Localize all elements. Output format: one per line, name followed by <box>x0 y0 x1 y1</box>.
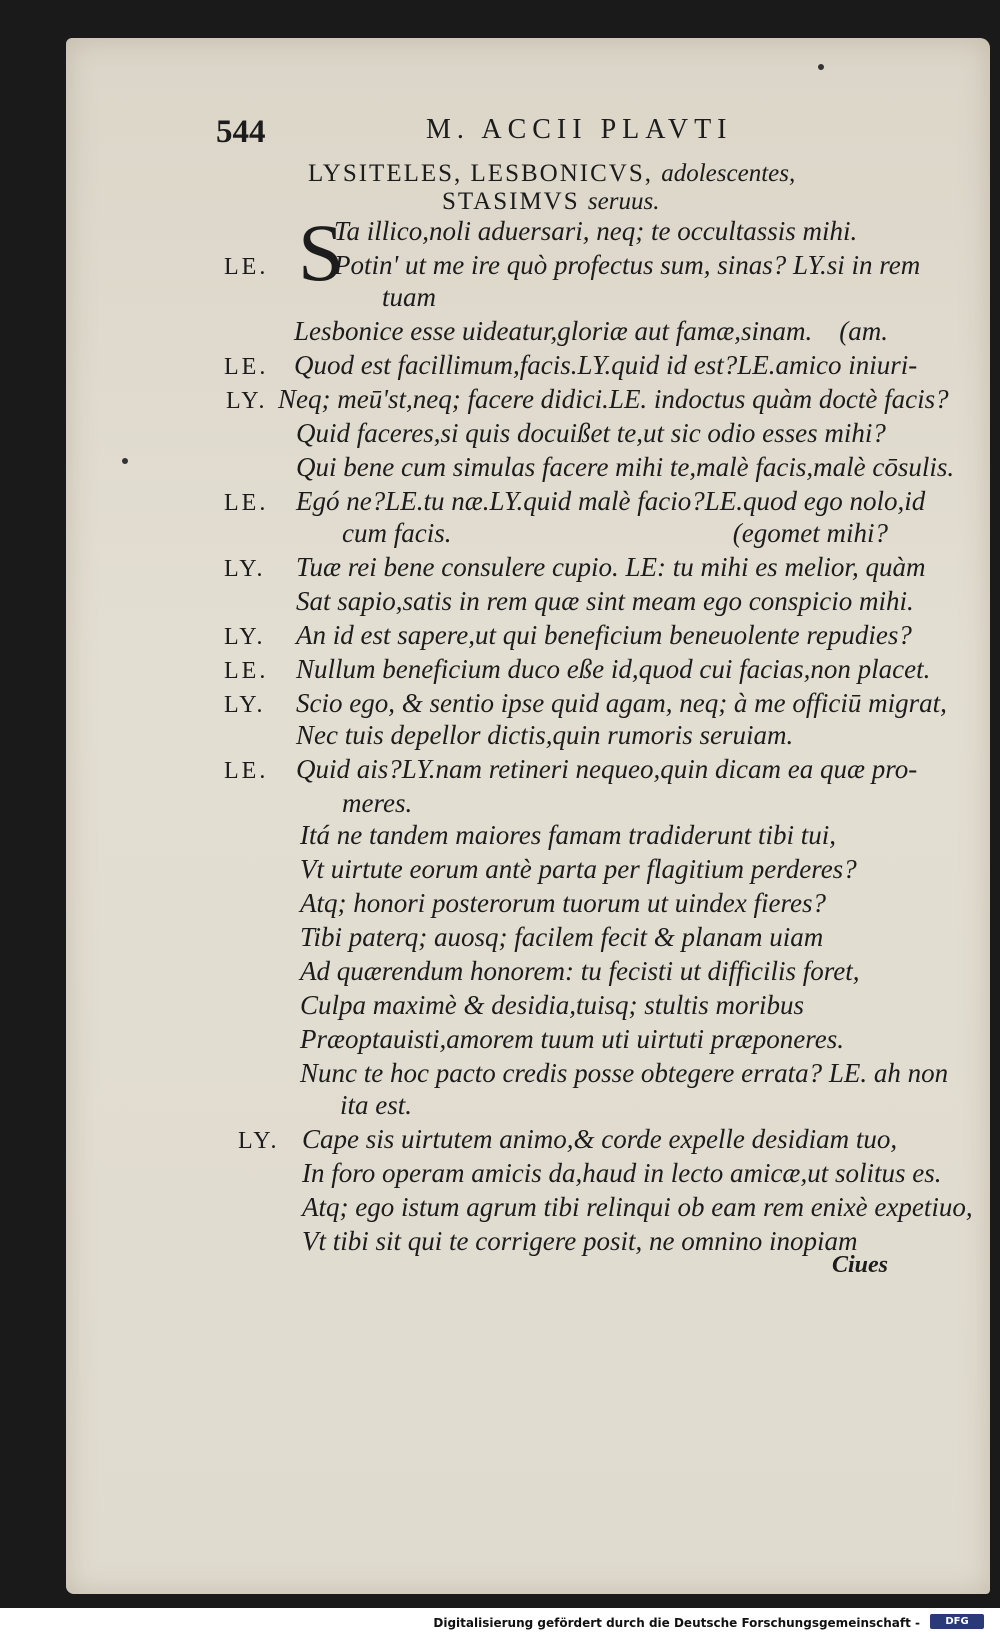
verse-line: Culpa maximè & desidia,tuisq; stultis moribus <box>300 990 805 1020</box>
page-number: 544 <box>216 114 266 150</box>
verse-line: Itá ne tandem maiores famam tradiderunt tibi tui, <box>300 820 836 850</box>
cast-names-text: LYSITELES, LESBONICVS, <box>308 160 653 187</box>
verse-line: Atq; ego istum agrum tibi relinqui ob eam rem enixè expetiuo, <box>302 1192 973 1222</box>
speaker-label: LE. <box>224 758 269 784</box>
running-title: M. ACCII PLAVTI <box>426 114 733 145</box>
speaker-label: LY. <box>224 692 266 718</box>
verse-line: Neq; meū'st,neq; facere didici.LE. indoctus quàm doctè facis? <box>278 384 949 414</box>
verse-line: Scio ego, & sentio ipse quid agam, neq; à me officiū migrat, <box>296 688 947 718</box>
verse-line: Tibi paterq; auosq; facilem fecit & planam uiam <box>300 922 824 952</box>
verse-line: Quod est facillimum,facis.LY.quid id est?LE.amico iniuri- <box>294 350 918 380</box>
speaker-label: LE. <box>224 254 269 280</box>
verse-line: An id est sapere,ut qui beneficium beneuolente repudies? <box>296 620 912 650</box>
cast-servant <box>442 188 659 216</box>
verse-line: Cape sis uirtutem animo,& corde expelle desidiam tuo, <box>302 1124 898 1154</box>
verse-line: Quid ais?LY.nam retineri nequeo,quin dicam ea quæ pro- <box>296 754 918 784</box>
speaker-label: LE. <box>224 490 269 516</box>
ink-spot <box>122 458 128 464</box>
verse-line: Præoptauisti,amorem tuum uti uirtuti præponeres. <box>300 1024 845 1054</box>
verse-line: Ta illico,noli aduersari, neq; te occultassis mihi. <box>334 216 858 246</box>
cast-roles: adolescentes, <box>661 160 796 187</box>
catchword: Ciues <box>832 1252 889 1278</box>
line-turnover: (egomet mihi? <box>732 518 888 548</box>
servant-role: seruus. <box>587 188 660 215</box>
speaker-label: LY. <box>224 556 266 582</box>
verse-line: Nullum beneficium duco eße id,quod cui facias,non placet. <box>296 654 931 684</box>
footer-text: Digitalisierung gefördert durch die Deutsche Forschungsgemeinschaft - <box>433 1616 920 1630</box>
verse-line: Vt uirtute eorum antè parta per flagitium perderes? <box>300 854 857 884</box>
verse-line: Sat sapio,satis in rem quæ sint meam ego conspicio mihi. <box>296 586 914 616</box>
verse-line: Nec tuis depellor dictis,quin rumoris seruiam. <box>296 720 794 750</box>
verse-line: Potin' ut me ire quò profectus sum, sinas? LY.si in rem <box>334 250 921 280</box>
drop-capital: S <box>298 207 344 298</box>
speaker-label: LY. <box>224 624 266 650</box>
verse-line: In foro operam amicis da,haud in lecto amicæ,ut solitus es. <box>302 1158 942 1188</box>
speaker-label: LE. <box>224 658 269 684</box>
verse-line: meres. <box>342 788 413 818</box>
verse-line: Atq; honori posterorum tuorum ut uindex fieres? <box>300 888 826 918</box>
speaker-label: LY. <box>226 388 268 414</box>
digitization-footer <box>0 1608 1000 1636</box>
verse-line: Ad quærendum honorem: tu fecisti ut difficilis foret, <box>300 956 860 986</box>
verse-line: Tuæ rei bene consulere cupio. LE: tu mihi es melior, quàm <box>296 552 926 582</box>
verse-line: Egó ne?LE.tu næ.LY.quid malè facio?LE.quod ego nolo,id <box>296 486 926 516</box>
ink-spot <box>818 64 824 70</box>
servant-name: STASIMVS <box>442 188 580 215</box>
line-turnover: (am. <box>839 316 888 346</box>
verse-line: cum facis. <box>342 518 452 548</box>
cast-names <box>308 160 795 188</box>
verse-line: Nunc te hoc pacto credis posse obtegere errata? LE. ah non <box>300 1058 949 1088</box>
verse-line: tuam <box>382 282 436 312</box>
verse-line: Qui bene cum simulas facere mihi te,malè facis,malè cōsulis. <box>296 452 955 482</box>
verse-line: Quid faceres,si quis docuißet te,ut sic odio esses mihi? <box>296 418 886 448</box>
dfg-logo-icon: DFG <box>930 1614 984 1629</box>
verse-line: ita est. <box>340 1090 412 1120</box>
page-header <box>216 114 896 154</box>
verse-line: Lesbonice esse uideatur,gloriæ aut famæ,sinam. <box>294 316 813 346</box>
verse-line: Vt tibi sit qui te corrigere posit, ne omnino inopiam <box>302 1226 858 1256</box>
speaker-label: LE. <box>224 354 269 380</box>
speaker-label: LY. <box>238 1128 280 1154</box>
